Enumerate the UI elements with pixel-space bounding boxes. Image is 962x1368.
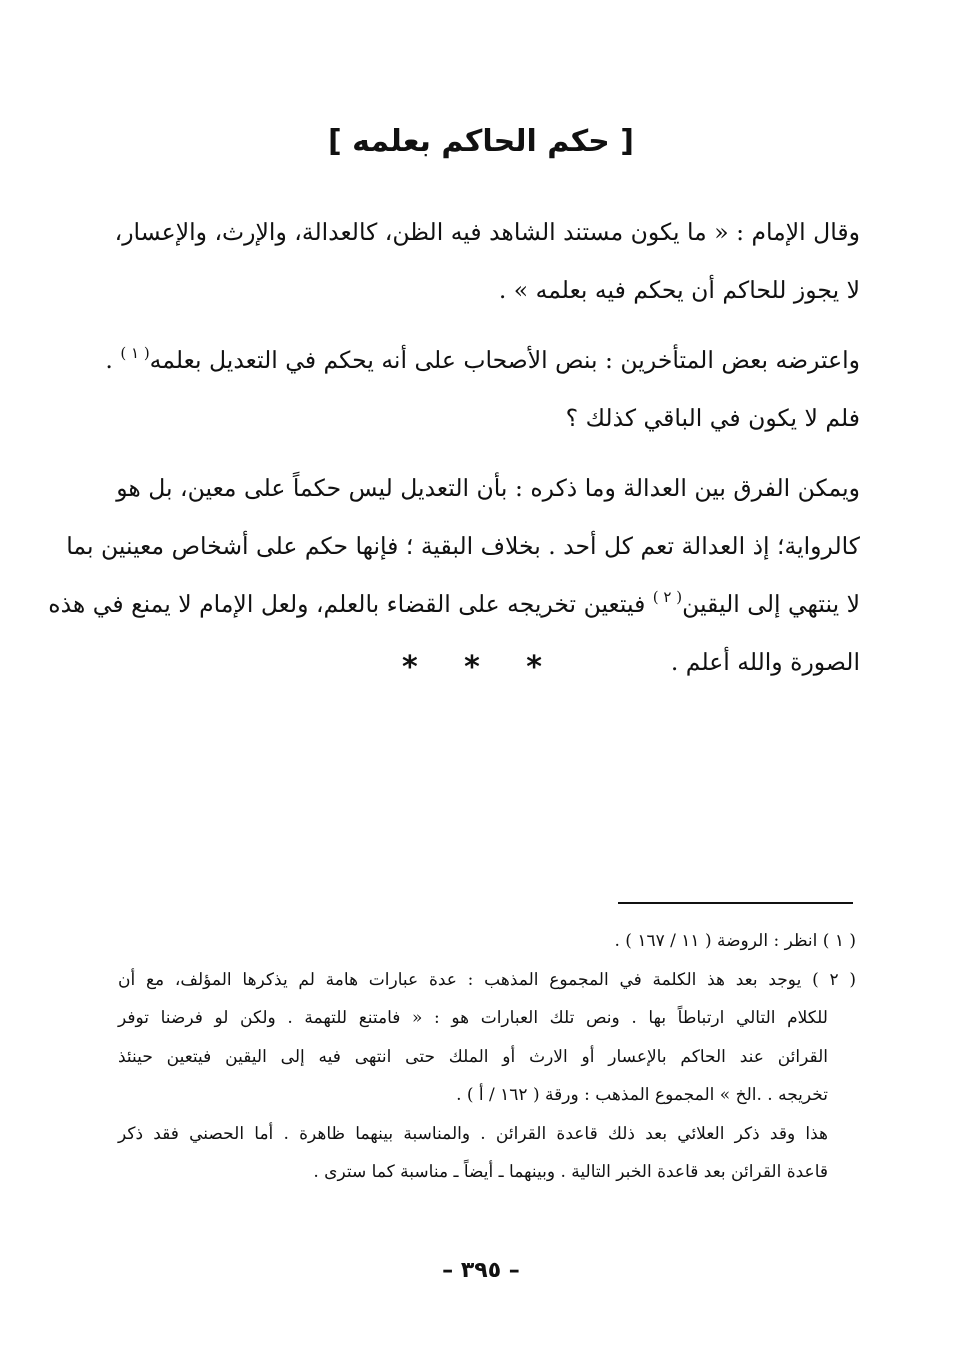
footnotes	[118, 922, 856, 1192]
text-line: وقال الإمام : « ما يكون مستند الشاهد فيه الظن، كالعدالة، والإرث، والإعسار،	[114, 218, 860, 246]
text-fragment: فيتعين تخريجه على القضاء بالعلم، ولعل الإمام لا يمنع في هذه	[48, 590, 646, 618]
footnote-line: هذا وقد ذكر العلائي بعد ذلك قاعدة القرائن . والمناسبة بينهما ظاهرة . أما الحصني فقد ذكر	[118, 1123, 828, 1144]
text-fragment: واعترضه بعض المتأخرين : بنص الأصحاب على أنه يحكم في التعديل بعلمه	[149, 346, 860, 374]
text-line: كالرواية؛ إذ العدالة تعم كل أحد . بخلاف البقية ؛ فإنها حكم على أشخاص معينين بما	[66, 532, 860, 560]
section-title: [ حكم الحاكم بعلمه ]	[328, 124, 634, 159]
footnote-ref-2[interactable]: ( ٢ )	[652, 588, 683, 606]
paragraph-2	[105, 331, 860, 447]
text-line	[48, 575, 860, 633]
text-fragment: .	[105, 346, 113, 374]
text-line: الصورة والله أعلم .	[670, 648, 860, 676]
footnote-1: ( ١ ) انظر : الروضة ( ١١ / ١٦٧ ) .	[614, 931, 856, 951]
text-fragment: لا ينتهي إلى اليقين	[682, 590, 860, 618]
main-text	[48, 203, 860, 691]
footnote-line: قاعدة القرائن بعد قاعدة الخبر التالية . وبينهما ـ أيضاً ـ مناسبة كما سترى .	[313, 1162, 828, 1182]
footnote-line: ( ٢ ) يوجد بعد هذ الكلمة في المجموع المذهب : عدة عبارات هامة لم يذكرها المؤلف، مع أن	[118, 969, 856, 990]
text-line: لا يجوز للحاكم أن يحكم فيه بعلمه » .	[498, 276, 860, 304]
section-separator: * * *	[402, 650, 560, 685]
paragraph-1	[114, 203, 860, 319]
footnote-divider	[618, 902, 853, 904]
footnote-line: تخريجه . .الخ » المجموع المذهب : ورقة ( ١٦٢ / أ ) .	[456, 1085, 828, 1105]
footnote-line: القرائن عند الحاكم بالإعسار أو الارث أو الملك حتى انتهى فيه إلى اليقين فيتعين حينئذ	[118, 1046, 828, 1067]
page-number: – ٣٩٥ –	[442, 1258, 520, 1283]
footnote-ref-1[interactable]: ( ١ )	[120, 344, 150, 362]
text-line: ويمكن الفرق بين العدالة وما ذكره : بأن التعديل ليس حكماً على معين، بل هو	[116, 474, 860, 502]
text-line: فلم لا يكون في الباقي كذلك ؟	[565, 404, 860, 432]
footnote-line: للكلام التالي ارتباطاً بها . ونص تلك العبارات هو : « فامتنع للتهمة . ولكن لو فرضنا توفر	[118, 1008, 828, 1028]
text-line	[105, 331, 860, 389]
